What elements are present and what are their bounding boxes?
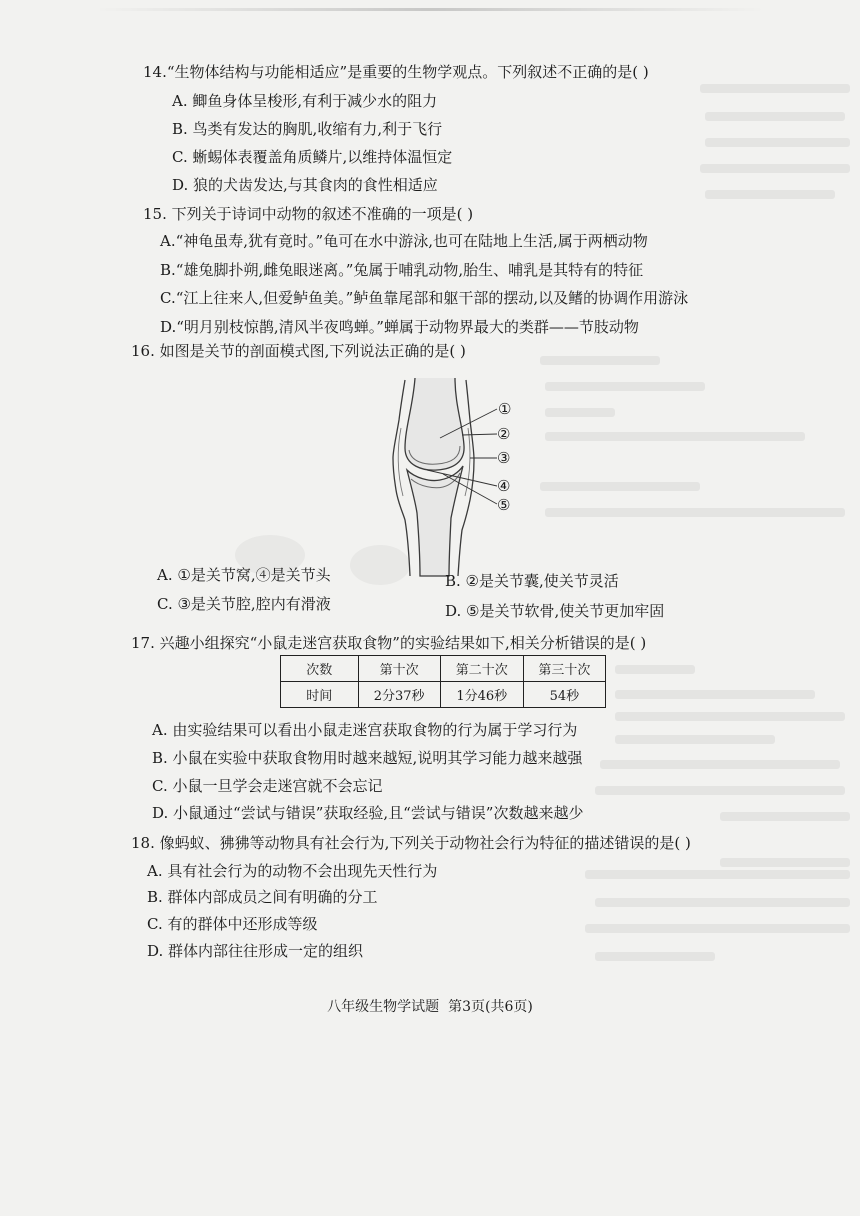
question-18-stem: 18. 像蚂蚁、狒狒等动物具有社会行为,下列关于动物社会行为特征的描述错误的是( ) <box>131 834 691 852</box>
question-14-option-d: D. 狼的犬齿发达,与其食肉的食性相适应 <box>172 176 438 194</box>
capsule-lining-right <box>465 428 470 496</box>
question-17-option-b: B. 小鼠在实验中获取食物用时越来越短,说明其学习能力越来越强 <box>152 749 583 767</box>
question-17-option-d: D. 小鼠通过“尝试与错误”获取经验,且“尝试与错误”次数越来越少 <box>152 804 584 822</box>
table-header-cell: 第二十次 <box>440 656 523 682</box>
question-15-option-a: A.“神龟虽寿,犹有竟时。”龟可在水中游泳,也可在陆地上生活,属于两栖动物 <box>160 232 648 250</box>
question-14-option-c: C. 蜥蜴体表覆盖角质鳞片,以维持体温恒定 <box>172 148 453 166</box>
figure-label-1: ① <box>498 400 512 418</box>
question-17-option-a: A. 由实验结果可以看出小鼠走迷宫获取食物的行为属于学习行为 <box>152 721 578 739</box>
question-17-option-c: C. 小鼠一旦学会走迷宫就不会忘记 <box>152 777 383 795</box>
scan-top-edge <box>95 8 765 11</box>
question-16-option-c: C. ③是关节腔,腔内有滑液 <box>157 595 331 613</box>
page-footer: 八年级生物学试题 第3页(共6页) <box>327 999 533 1015</box>
table-header-cell: 第三十次 <box>523 656 605 682</box>
question-16-stem: 16. 如图是关节的剖面模式图,下列说法正确的是( ) <box>131 342 466 360</box>
question-14-option-b: B. 鸟类有发达的胸肌,收缩有力,利于飞行 <box>172 120 443 138</box>
figure-label-2: ② <box>497 425 511 443</box>
capsule-lining-left <box>398 428 403 496</box>
question-16-option-d: D. ⑤是关节软骨,使关节更加牢固 <box>445 602 665 620</box>
table-header-row <box>281 656 606 682</box>
upper-bone-outline <box>405 378 464 470</box>
table-cell: 2分37秒 <box>358 682 440 708</box>
question-18-option-b: B. 群体内部成员之间有明确的分工 <box>147 888 378 906</box>
question-16-option-b: B. ②是关节囊,使关节灵活 <box>445 572 619 590</box>
question-18-option-d: D. 群体内部往往形成一定的组织 <box>147 942 364 960</box>
question-15-option-d: D.“明月别枝惊鹊,清风半夜鸣蝉。”蝉属于动物界最大的类群——节肢动物 <box>160 318 639 336</box>
leader-line-2 <box>462 434 497 435</box>
question-15-option-b: B.“雄兔脚扑朔,雌兔眼迷离。”兔属于哺乳动物,胎生、哺乳是其特有的特征 <box>160 261 644 279</box>
question-14-option-a: A. 鲫鱼身体呈梭形,有利于减少水的阻力 <box>172 92 438 110</box>
question-16-option-a: A. ①是关节窝,④是关节头 <box>157 566 331 584</box>
table-cell: 时间 <box>281 682 359 708</box>
table-cell: 54秒 <box>523 682 605 708</box>
maze-result-table <box>280 655 606 708</box>
joint-outer-left-outline <box>393 380 410 576</box>
question-18-option-c: C. 有的群体中还形成等级 <box>147 915 318 933</box>
question-15-stem: 15. 下列关于诗词中动物的叙述不准确的一项是( ) <box>143 205 474 223</box>
table-cell: 1分46秒 <box>440 682 523 708</box>
question-17-stem: 17. 兴趣小组探究“小鼠走迷宫获取食物”的实验结果如下,相关分析错误的是( ) <box>131 634 647 652</box>
table-header-cell: 第十次 <box>358 656 440 682</box>
question-14-stem: 14.“生物体结构与功能相适应”是重要的生物学观点。下列叙述不正确的是( ) <box>143 63 649 81</box>
figure-label-3: ③ <box>497 449 511 467</box>
question-15-option-c: C.“江上往来人,但爱鲈鱼美。”鲈鱼靠尾部和躯干部的摆动,以及鳍的协调作用游泳 <box>160 289 689 307</box>
question-18-option-a: A. 具有社会行为的动物不会出现先天性行为 <box>147 862 438 880</box>
figure-label-5: ⑤ <box>497 496 511 514</box>
table-row <box>281 682 606 708</box>
figure-label-4: ④ <box>497 477 511 495</box>
table-header-cell: 次数 <box>281 656 359 682</box>
